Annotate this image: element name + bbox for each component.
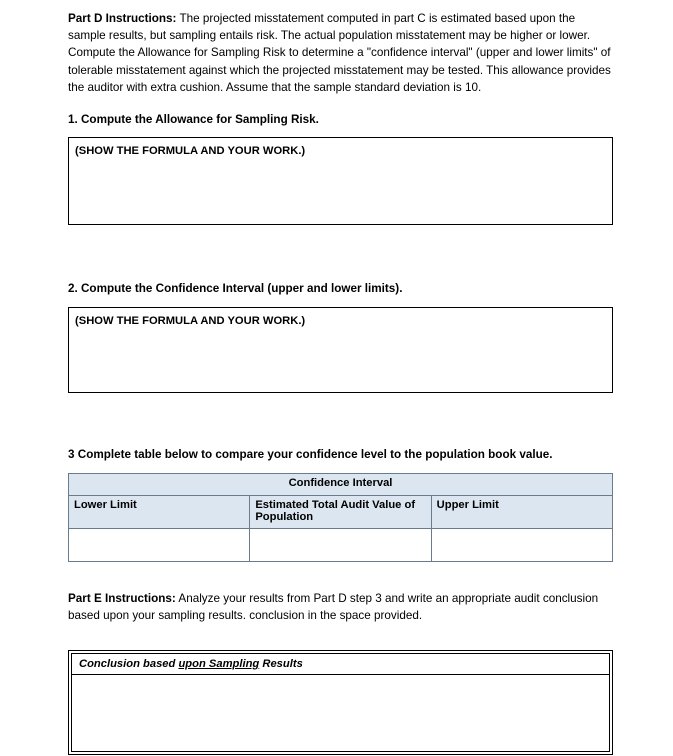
confidence-interval-table	[68, 473, 613, 562]
table-title: Confidence Interval	[69, 474, 613, 496]
conclusion-title	[72, 654, 609, 675]
column-header-upper-limit: Upper Limit	[431, 496, 612, 529]
question-2-answer-box[interactable]	[68, 307, 613, 393]
column-header-estimated-total-audit-value: Estimated Total Audit Value of Population	[250, 496, 431, 529]
part-e-text: Analyze your results from Part D step 3 and write an appropriate audit conclusion based upon your sampling results. conclusion in the space provided.	[68, 592, 599, 623]
table-row	[69, 529, 613, 562]
cell-estimated-total-audit-value[interactable]	[250, 529, 431, 562]
conclusion-title-prefix: Conclusion based	[79, 657, 179, 670]
conclusion-title-suffix: Results	[259, 657, 303, 670]
cell-upper-limit[interactable]	[431, 529, 612, 562]
conclusion-outer-box	[68, 650, 613, 755]
question-1-answer-box[interactable]	[68, 137, 613, 225]
conclusion-inner-box[interactable]	[71, 653, 610, 752]
column-header-lower-limit: Lower Limit	[69, 496, 250, 529]
table-header-row	[69, 496, 613, 529]
cell-lower-limit[interactable]	[69, 529, 250, 562]
question-1-box-label: (SHOW THE FORMULA AND YOUR WORK.)	[75, 145, 306, 158]
question-2-box-label: (SHOW THE FORMULA AND YOUR WORK.)	[75, 314, 306, 327]
part-e-label: Part E Instructions:	[68, 592, 176, 606]
question-3-heading: 3 Complete table below to compare your confidence level to the population book value.	[68, 447, 553, 461]
part-d-label: Part D Instructions:	[68, 12, 177, 25]
question-1-heading: 1. Compute the Allowance for Sampling Risk.	[68, 113, 319, 127]
conclusion-title-underlined: upon Sampling	[178, 657, 260, 670]
question-2-heading: 2. Compute the Confidence Interval (upper and lower limits).	[68, 282, 403, 296]
part-d-instructions	[68, 10, 613, 96]
part-d-text: The projected misstatement computed in part C is estimated based upon the sample results, but sampling entails risk. The actual population misstatement may be higher or lower. Compute the Allowance for Sampling Risk to determine a "confidence interval" (upper and lower limits" of tolerable misstatement against which the projected misstatement may be tested. This allowance provides the auditor with extra cushion. Assume that the sample standard deviation is 10.	[68, 12, 611, 94]
part-e-instructions	[68, 590, 613, 624]
table-title-row	[69, 474, 613, 496]
conclusion-body[interactable]	[72, 675, 609, 751]
